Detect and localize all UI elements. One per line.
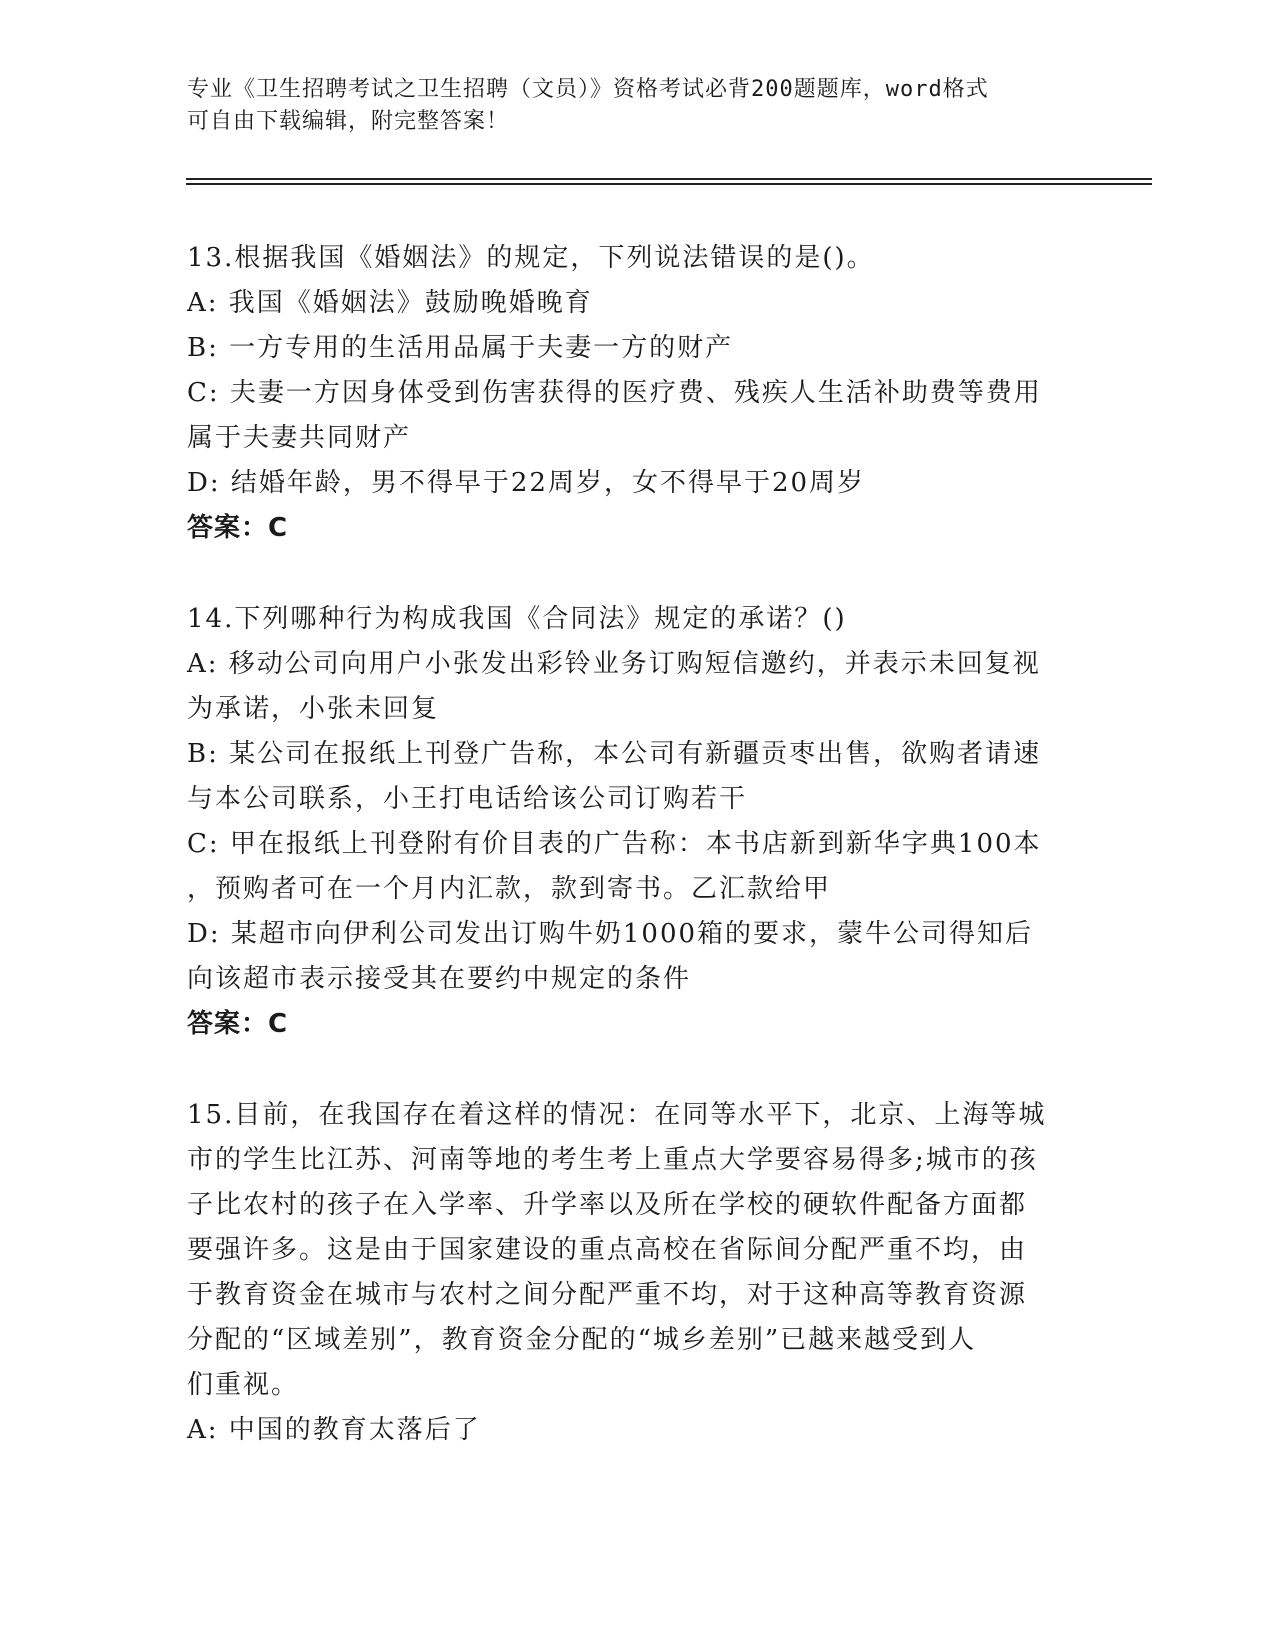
header-line-2: 可自由下载编辑，附完整答案！ [187, 109, 510, 134]
question-block [187, 236, 1077, 551]
question-stem-line: 要强许多。这是由于国家建设的重点高校在省际间分配严重不均，由 [187, 1235, 1028, 1265]
header-divider-bottom [186, 183, 1152, 185]
option-line: A: 移动公司向用户小张发出彩铃业务订购短信邀约，并表示未回复视 [187, 649, 1041, 679]
question-stem-line: 13.根据我国《婚姻法》的规定，下列说法错误的是()。 [187, 243, 875, 273]
answer-label: 答案：C [187, 513, 289, 543]
option-line: 为承诺，小张未回复 [187, 694, 440, 724]
option-line: ，预购者可在一个月内汇款，款到寄书。乙汇款给甲 [187, 874, 832, 904]
option-line: B: 一方专用的生活用品属于夫妻一方的财产 [187, 333, 734, 363]
option-line: D: 结婚年龄，男不得早于22周岁，女不得早于20周岁 [187, 468, 866, 498]
question-stem-line: 子比农村的孩子在入学率、升学率以及所在学校的硬软件配备方面都 [187, 1190, 1028, 1220]
question-block [187, 1093, 1077, 1453]
option-line: A: 中国的教育太落后了 [187, 1415, 481, 1445]
header-divider-top [186, 178, 1152, 180]
question-stem-line: 市的学生比江苏、河南等地的考生考上重点大学要容易得多;城市的孩 [187, 1145, 1038, 1175]
question-stem-line: 14.下列哪种行为构成我国《合同法》规定的承诺？() [187, 604, 847, 634]
question-block [187, 597, 1077, 1047]
option-line: C: 甲在报纸上刊登附有价目表的广告称：本书店新到新华字典100本 [187, 829, 1042, 859]
header-line-1: 专业《卫生招聘考试之卫生招聘（文员）》资格考试必背200题题库，word格式 [187, 77, 989, 102]
question-stem-line: 们重视。 [187, 1370, 300, 1400]
question-stem-line: 于教育资金在城市与农村之间分配严重不均，对于这种高等教育资源 [187, 1280, 1028, 1310]
option-line: 与本公司联系，小王打电话给该公司订购若干 [187, 784, 748, 814]
answer-label: 答案：C [187, 1009, 289, 1039]
option-line: 属于夫妻共同财产 [187, 423, 412, 453]
option-line: D: 某超市向伊利公司发出订购牛奶1000箱的要求，蒙牛公司得知后 [187, 919, 1034, 949]
question-list [187, 236, 1077, 1499]
option-line: 向该超市表示接受其在要约中规定的条件 [187, 964, 692, 994]
document-header [187, 74, 1067, 138]
option-line: C: 夫妻一方因身体受到伤害获得的医疗费、残疾人生活补助费等费用 [187, 378, 1042, 408]
option-line: A: 我国《婚姻法》鼓励晚婚晚育 [187, 288, 593, 318]
question-stem-line: 15.目前，在我国存在着这样的情况：在同等水平下，北京、上海等城 [187, 1100, 1047, 1130]
option-line: B: 某公司在报纸上刊登广告称，本公司有新疆贡枣出售，欲购者请速 [187, 739, 1042, 769]
question-stem-line: 分配的“区域差别”，教育资金分配的“城乡差别”已越来越受到人 [187, 1325, 977, 1355]
